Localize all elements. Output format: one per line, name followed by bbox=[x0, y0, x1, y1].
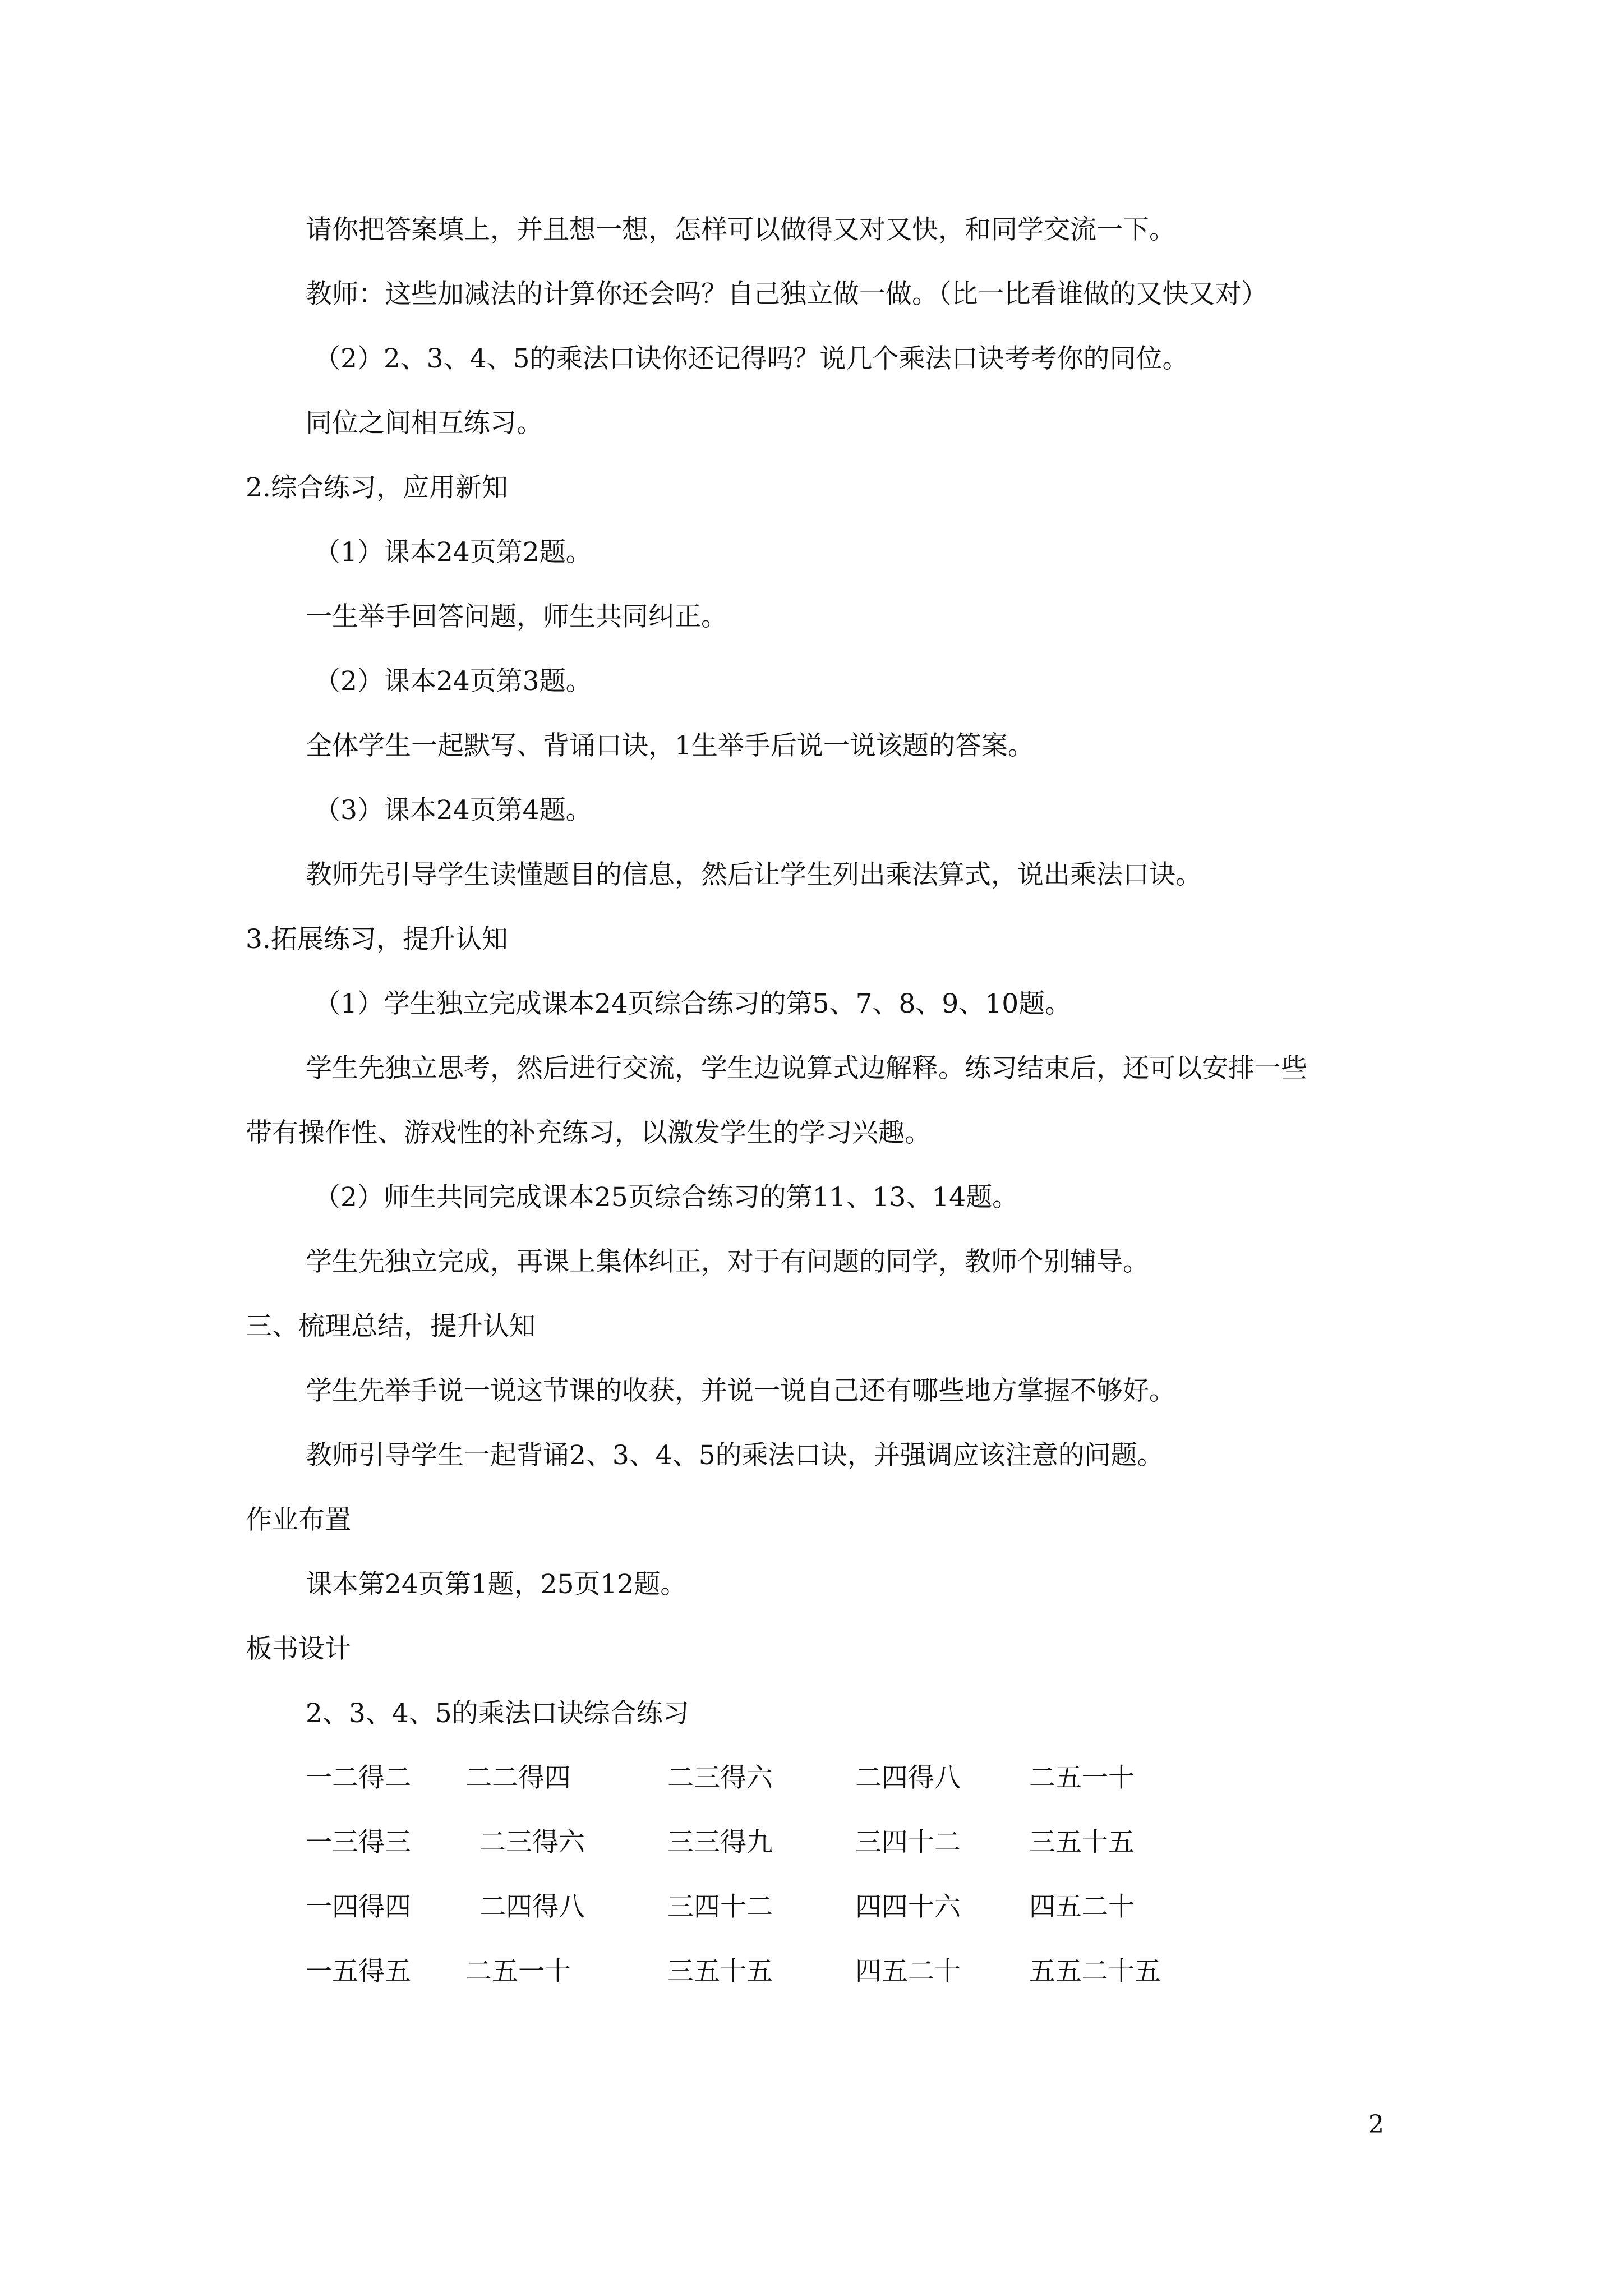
paragraph: 一生举手回答问题，师生共同纠正。 bbox=[306, 601, 727, 632]
paragraph: （3）课本24页第4题。 bbox=[314, 795, 592, 826]
board-cell: 二四得八 bbox=[479, 1892, 585, 1922]
paragraph: 教师：这些加减法的计算你还会吗？自己独立做一做。（比一比看谁做的又快又对） bbox=[306, 279, 1268, 310]
board-cell: 二三得六 bbox=[667, 1763, 773, 1793]
board-cell: 三五十五 bbox=[667, 1956, 773, 1987]
board-cell: 三四十二 bbox=[855, 1827, 961, 1858]
board-cell: 二二得四 bbox=[465, 1763, 571, 1793]
paragraph: 学生先独立思考，然后进行交流，学生边说算式边解释。练习结束后，还可以安排一些 bbox=[306, 1053, 1307, 1084]
paragraph: （2）师生共同完成课本25页综合练习的第11、13、14题。 bbox=[314, 1182, 1019, 1213]
paragraph: 学生先独立完成，再课上集体纠正，对于有问题的同学，教师个别辅导。 bbox=[306, 1246, 1149, 1277]
board-cell: 五五二十五 bbox=[1029, 1956, 1161, 1987]
board-cell: 二四得八 bbox=[855, 1763, 961, 1793]
board-cell: 二五一十 bbox=[1029, 1763, 1135, 1793]
paragraph: 全体学生一起默写、背诵口诀，1生举手后说一说该题的答案。 bbox=[306, 730, 1034, 761]
paragraph: （1）学生独立完成课本24页综合练习的第5、7、8、9、10题。 bbox=[314, 988, 1072, 1019]
board-title: 2、3、4、5的乘法口诀综合练习 bbox=[306, 1698, 689, 1729]
board-cell: 一五得五 bbox=[306, 1956, 411, 1987]
board-cell: 四五二十 bbox=[1029, 1892, 1135, 1922]
board-cell: 三五十五 bbox=[1029, 1827, 1135, 1858]
paragraph: （1）课本24页第2题。 bbox=[314, 537, 592, 568]
section-heading: 2.综合练习，应用新知 bbox=[246, 472, 508, 503]
board-cell: 一二得二 bbox=[306, 1763, 411, 1793]
paragraph: 学生先举手说一说这节课的收获，并说一说自己还有哪些地方掌握不够好。 bbox=[306, 1375, 1175, 1406]
paragraph: 教师先引导学生读懂题目的信息，然后让学生列出乘法算式，说出乘法口诀。 bbox=[306, 859, 1202, 890]
paragraph: 同位之间相互练习。 bbox=[306, 408, 543, 439]
board-cell: 一四得四 bbox=[306, 1892, 411, 1922]
board-cell: 三四十二 bbox=[667, 1892, 773, 1922]
page-number: 2 bbox=[1368, 2110, 1384, 2139]
paragraph: （2）2、3、4、5的乘法口诀你还记得吗？说几个乘法口诀考考你的同位。 bbox=[314, 343, 1189, 374]
board-cell: 四四十六 bbox=[855, 1892, 961, 1922]
board-cell: 二三得六 bbox=[479, 1827, 585, 1858]
section-heading: 3.拓展练习，提升认知 bbox=[246, 924, 508, 955]
section-heading: 板书设计 bbox=[246, 1634, 351, 1664]
paragraph: （2）课本24页第3题。 bbox=[314, 666, 592, 697]
paragraph: 请你把答案填上，并且想一想，怎样可以做得又对又快，和同学交流一下。 bbox=[306, 214, 1175, 245]
section-heading: 三、梳理总结，提升认知 bbox=[246, 1311, 536, 1342]
board-cell: 四五二十 bbox=[855, 1956, 961, 1987]
paragraph: 课本第24页第1题，25页12题。 bbox=[306, 1569, 687, 1600]
board-cell: 三三得九 bbox=[667, 1827, 773, 1858]
section-heading: 作业布置 bbox=[246, 1504, 351, 1535]
paragraph: 带有操作性、游戏性的补充练习，以激发学生的学习兴趣。 bbox=[246, 1117, 931, 1148]
paragraph: 教师引导学生一起背诵2、3、4、5的乘法口诀，并强调应该注意的问题。 bbox=[306, 1440, 1164, 1471]
board-cell: 二五一十 bbox=[465, 1956, 571, 1987]
board-cell: 一三得三 bbox=[306, 1827, 411, 1858]
